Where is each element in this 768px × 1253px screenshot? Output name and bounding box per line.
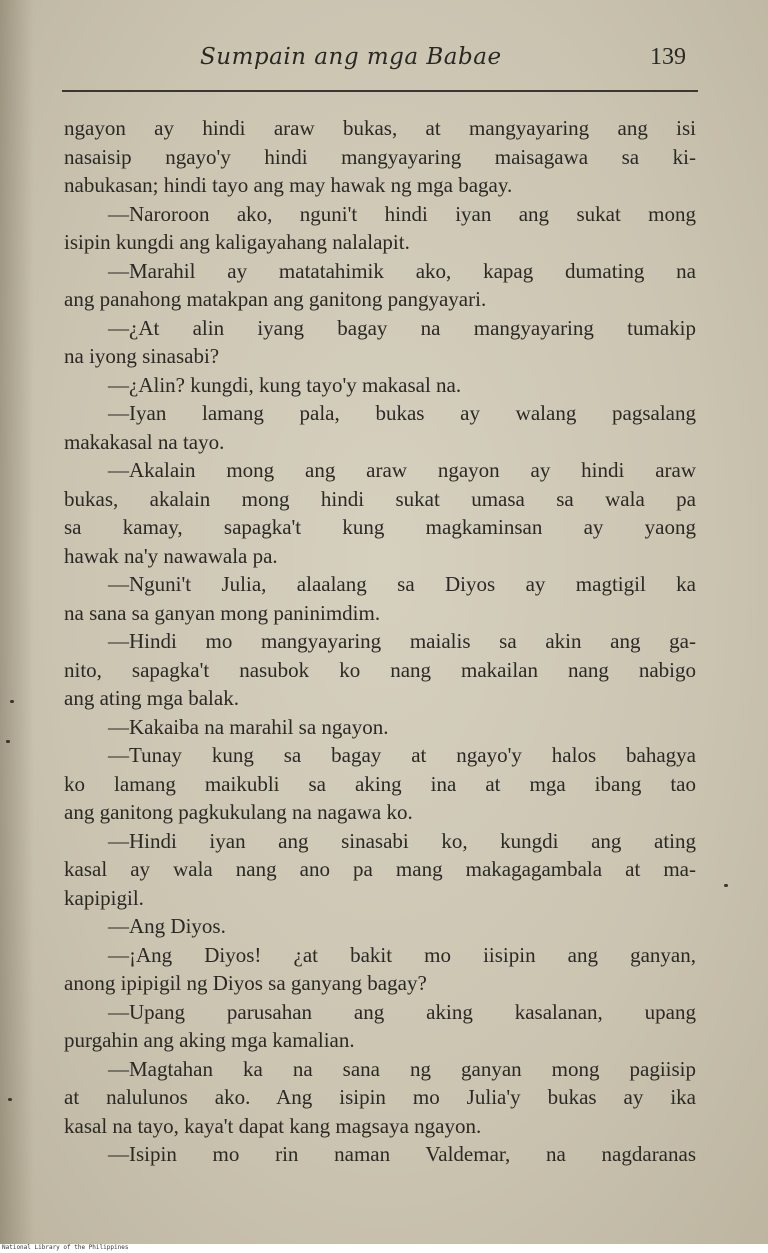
body-text [64, 114, 696, 1169]
text-line: —Isipin mo rin naman Valdemar, na nagdaranas [108, 1142, 696, 1166]
text-line: —Akalain mong ang araw ngayon ay hindi araw [108, 458, 696, 482]
text-line: —Ang Diyos. [108, 914, 226, 938]
text-line: ang panahong matakpan ang ganitong pangyayari. [64, 287, 487, 311]
text-line: —Hindi iyan ang sinasabi ko, kungdi ang ating [108, 828, 696, 853]
text-line: sa kamay, sapagka't kung magkaminsan ay yaong [64, 515, 696, 539]
text-line: ngayon ay hindi araw bukas, at mangyayaring ang isi [64, 116, 696, 140]
text-line: purgahin ang aking mga kamalian. [64, 1028, 355, 1052]
print-speck [10, 700, 14, 703]
text-line: isipin kungdi ang kaligayahang nalalapit. [64, 230, 410, 254]
text-line: at nalulunos ako. Ang isipin mo Julia'y bukas ay ika [64, 1085, 696, 1109]
text-line: —Hindi mo mangyayaring maialis sa akin ang ga- [108, 629, 696, 653]
text-line: —Kakaiba na marahil sa ngayon. [108, 714, 389, 739]
text-line: —Magtahan ka na sana ng ganyan mong pagiisip [108, 1056, 696, 1081]
page-number: 139 [650, 44, 686, 70]
text-line: nito, sapagka't nasubok ko nang makailan nang nabigo [64, 657, 696, 682]
text-line: bukas, akalain mong hindi sukat umasa sa wala pa [64, 486, 696, 511]
text-line: —Marahil ay matatahimik ako, kapag dumating na [108, 258, 696, 283]
text-line: —Nguni't Julia, alaalang sa Diyos ay magtigil ka [108, 572, 696, 596]
library-credit: National Library of the Philippines [2, 1244, 129, 1251]
text-line: kasal na tayo, kaya't dapat kang magsaya ngayon. [64, 1113, 482, 1138]
text-line: kapipigil. [64, 885, 144, 910]
text-line: ang ating mga balak. [64, 686, 239, 710]
header-rule [62, 90, 698, 92]
text-line: —Naroroon ako, nguni't hindi iyan ang sukat mong [108, 201, 696, 226]
text-line: na iyong sinasabi? [64, 344, 220, 368]
text-line: —Iyan lamang pala, bukas ay walang pagsalang [108, 401, 696, 425]
text-line: anong ipipigil ng Diyos sa ganyang bagay? [64, 971, 427, 995]
print-speck [6, 740, 10, 743]
text-line: —¿At alin iyang bagay na mangyayaring tumakip [108, 315, 696, 340]
running-title: Sumpain ang mga Babae [200, 44, 502, 70]
print-speck [724, 884, 728, 887]
text-line: —Upang parusahan ang aking kasalanan, upang [108, 999, 696, 1024]
text-line: kasal ay wala nang ano pa mang makagagambala at ma- [64, 857, 696, 881]
text-line: ko lamang maikubli sa aking ina at mga ibang tao [64, 771, 696, 796]
text-line: nasaisip ngayo'y hindi mangyayaring maisagawa sa ki- [64, 144, 696, 169]
print-speck [8, 1098, 12, 1101]
text-line: makakasal na tayo. [64, 429, 225, 454]
text-line: hawak na'y nawawala pa. [64, 543, 278, 568]
text-line: nabukasan; hindi tayo ang may hawak ng mga bagay. [64, 173, 513, 197]
text-line: na sana sa ganyan mong paninimdim. [64, 600, 381, 625]
text-line: ang ganitong pagkukulang na nagawa ko. [64, 800, 413, 824]
spine-shadow [0, 0, 34, 1244]
text-line: —Tunay kung sa bagay at ngayo'y halos bahagya [108, 743, 696, 767]
text-line: —¡Ang Diyos! ¿at bakit mo iisipin ang ganyan, [108, 942, 696, 967]
text-line: —¿Alin? kungdi, kung tayo'y makasal na. [108, 372, 462, 397]
